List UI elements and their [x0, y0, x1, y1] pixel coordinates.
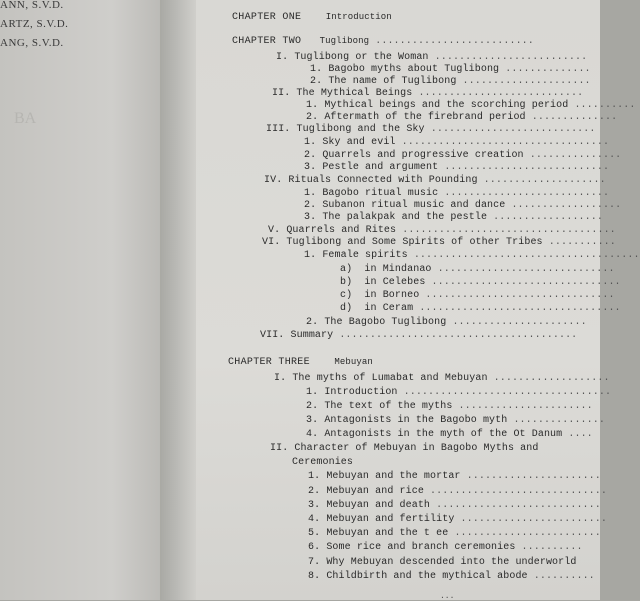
toc-section: I. The myths of Lumabat and Mebuyan ...................: [274, 373, 610, 384]
item-number: 2.: [306, 317, 319, 328]
item-number: 1.: [304, 250, 317, 261]
page-mark: ...: [440, 592, 455, 601]
subitem-title: in Mindanao: [364, 264, 432, 275]
toc-item: 1. Bagobo myths about Tuglibong ..............: [310, 64, 591, 75]
item-number: 3.: [308, 500, 321, 511]
left-page: [0, 0, 160, 600]
item-number: 1.: [306, 100, 319, 111]
item-number: 3.: [304, 212, 317, 223]
item-title: Pestle and argument: [322, 162, 439, 173]
chapter-title: Tuglibong: [319, 36, 370, 46]
item-title: Introduction: [324, 387, 398, 398]
item-number: 1.: [304, 137, 317, 148]
item-number: 3.: [304, 162, 317, 173]
section-number: VI.: [262, 237, 281, 248]
item-number: 3.: [306, 415, 319, 426]
toc-subitem: d) in Ceram .................................: [340, 303, 621, 314]
section-title: Summary: [290, 330, 334, 341]
item-title: The Bagobo Tuglibong: [324, 317, 447, 328]
item-title: Mebuyan and rice: [326, 486, 424, 497]
toc-item: 2. Quarrels and progressive creation ...............: [304, 150, 622, 161]
subitem-title: in Borneo: [364, 290, 420, 301]
item-number: 6.: [308, 542, 321, 553]
toc-item: 1. Mebuyan and the mortar ......................: [308, 471, 601, 482]
section-number: III.: [266, 124, 291, 135]
item-title: Mythical beings and the scorching period: [324, 100, 569, 111]
toc-item: 1. Sky and evil ..................................: [304, 137, 610, 148]
section-title: Tuglibong or the Woman: [294, 52, 429, 63]
item-number: 7.: [308, 557, 321, 568]
item-title: Antagonists in the Bagobo myth: [324, 415, 508, 426]
subitem-title: in Celebes: [364, 277, 426, 288]
item-number: 2.: [306, 112, 319, 123]
toc-item: 2. The Bagobo Tuglibong ......................: [306, 317, 587, 328]
show-through-heading: BA: [14, 110, 37, 127]
toc-item: 4. Antagonists in the myth of the Ot Danum ....: [306, 429, 593, 440]
item-number: 2.: [306, 401, 319, 412]
item-title: Mebuyan and the t ee: [326, 528, 449, 539]
toc-section: V. Quarrels and Rites ...................................: [268, 225, 616, 236]
item-number: 1.: [306, 387, 319, 398]
section-title: Tuglibong and the Sky: [296, 124, 425, 135]
toc-item: 2. The text of the myths ......................: [306, 401, 593, 412]
section-title: Quarrels and Rites: [286, 225, 397, 236]
toc-section-continued: Ceremonies: [292, 457, 354, 468]
section-number: II.: [272, 88, 291, 99]
section-title: Rituals Connected with Pounding: [288, 175, 478, 186]
chapter-heading: CHAPTER TWO Tuglibong ..........................: [232, 36, 534, 47]
toc-section: I. Tuglibong or the Woman .........................: [276, 52, 588, 63]
toc-section: IV. Rituals Connected with Pounding ....................: [264, 175, 606, 186]
item-title: Why Mebuyan descended into the underworld: [326, 557, 577, 568]
item-number: 2.: [310, 76, 323, 87]
section-number: II.: [270, 443, 289, 454]
chapter-label: CHAPTER TWO: [232, 36, 302, 47]
toc-item: 3. Antagonists in the Bagobo myth ...............: [306, 415, 605, 426]
section-number: IV.: [264, 175, 283, 186]
book-gutter: [160, 0, 196, 600]
item-number: 1.: [304, 188, 317, 199]
item-number: 1.: [310, 64, 323, 75]
author-credit: ANG, S.V.D.: [0, 37, 64, 49]
item-title: Bagobo myths about Tuglibong: [328, 64, 500, 75]
item-number: 2.: [304, 200, 317, 211]
toc-item: 3. Mebuyan and death ...........................: [308, 500, 601, 511]
chapter-heading: [232, 11, 392, 24]
item-title: The text of the myths: [324, 401, 453, 412]
toc-item: 1. Female spirits .....................................: [304, 250, 640, 261]
item-title: Mebuyan and death: [326, 500, 431, 511]
item-number: 8.: [308, 571, 321, 582]
toc-item: 3. The palakpak and the pestle ..................: [304, 212, 603, 223]
item-number: 4.: [308, 514, 321, 525]
chapter-heading: [228, 356, 373, 369]
item-title: The palakpak and the pestle: [322, 212, 488, 223]
toc-item: 2. The name of Tuglibong .....................: [310, 76, 591, 87]
author-credit: ANN, S.V.D.: [0, 0, 64, 11]
toc-item: 2. Subanon ritual music and dance ..................: [304, 200, 622, 211]
chapter-title: Introduction: [325, 12, 392, 22]
toc-item: 1. Mythical beings and the scorching period ..........: [306, 100, 636, 111]
section-number: I.: [274, 373, 287, 384]
toc-item: 6. Some rice and branch ceremonies ..........: [308, 542, 583, 553]
section-title: Tuglibong and Some Spirits of other Tribes: [286, 237, 543, 248]
toc-item: [308, 557, 576, 569]
item-title: Aftermath of the firebrand period: [324, 112, 526, 123]
item-title: Female spirits: [322, 250, 408, 261]
item-title: The name of Tuglibong: [328, 76, 457, 87]
section-title: Character of Mebuyan in Bagobo Myths and: [294, 443, 539, 454]
item-number: 1.: [308, 471, 321, 482]
section-number: I.: [276, 52, 289, 63]
toc-section: II. The Mythical Beings ...........................: [272, 88, 584, 99]
toc-item: 2. Aftermath of the firebrand period ..............: [306, 112, 618, 123]
section-title: The myths of Lumabat and Mebuyan: [292, 373, 488, 384]
section-number: V.: [268, 225, 281, 236]
chapter-title: Mebuyan: [334, 357, 373, 367]
toc-item: 1. Bagobo ritual music ...........................: [304, 188, 610, 199]
item-title: Childbirth and the mythical abode: [326, 571, 528, 582]
subitem-letter: c): [340, 290, 353, 301]
item-title: Quarrels and progressive creation: [322, 150, 524, 161]
toc-subitem: c) in Borneo ...............................: [340, 290, 615, 301]
toc-section: [270, 443, 538, 455]
subitem-title: in Ceram: [364, 303, 414, 314]
item-title: Antagonists in the myth of the Ot Danum: [324, 429, 563, 440]
subitem-letter: d): [340, 303, 353, 314]
toc-subitem: b) in Celebes ...............................: [340, 277, 621, 288]
toc-section: VI. Tuglibong and Some Spirits of other Tribes ...........: [262, 237, 616, 248]
toc-item: 4. Mebuyan and fertility ........................: [308, 514, 607, 525]
toc-item: 8. Childbirth and the mythical abode ..........: [308, 571, 595, 582]
subitem-letter: a): [340, 264, 353, 275]
item-number: 2.: [304, 150, 317, 161]
section-title: The Mythical Beings: [296, 88, 413, 99]
chapter-label: CHAPTER ONE: [232, 12, 302, 23]
toc-item: 3. Pestle and argument ...........................: [304, 162, 610, 173]
toc-subitem: a) in Mindanao .............................: [340, 264, 615, 275]
item-title: Some rice and branch ceremonies: [326, 542, 516, 553]
item-title: Sky and evil: [322, 137, 396, 148]
chapter-label: CHAPTER THREE: [228, 357, 310, 368]
item-title: Subanon ritual music and dance: [322, 200, 506, 211]
author-credit: ARTZ, S.V.D.: [0, 18, 69, 30]
toc-item: 5. Mebuyan and the t ee ........................: [308, 528, 601, 539]
toc-section: VII. Summary .......................................: [260, 330, 578, 341]
item-number: 2.: [308, 486, 321, 497]
toc-item: 1. Introduction ..................................: [306, 387, 612, 398]
item-number: 5.: [308, 528, 321, 539]
item-title: Mebuyan and the mortar: [326, 471, 461, 482]
section-number: VII.: [260, 330, 285, 341]
item-number: 4.: [306, 429, 319, 440]
toc-section: III. Tuglibong and the Sky ...........................: [266, 124, 596, 135]
toc-item: 2. Mebuyan and rice .............................: [308, 486, 607, 497]
subitem-letter: b): [340, 277, 353, 288]
item-title: Mebuyan and fertility: [326, 514, 455, 525]
item-title: Bagobo ritual music: [322, 188, 439, 199]
